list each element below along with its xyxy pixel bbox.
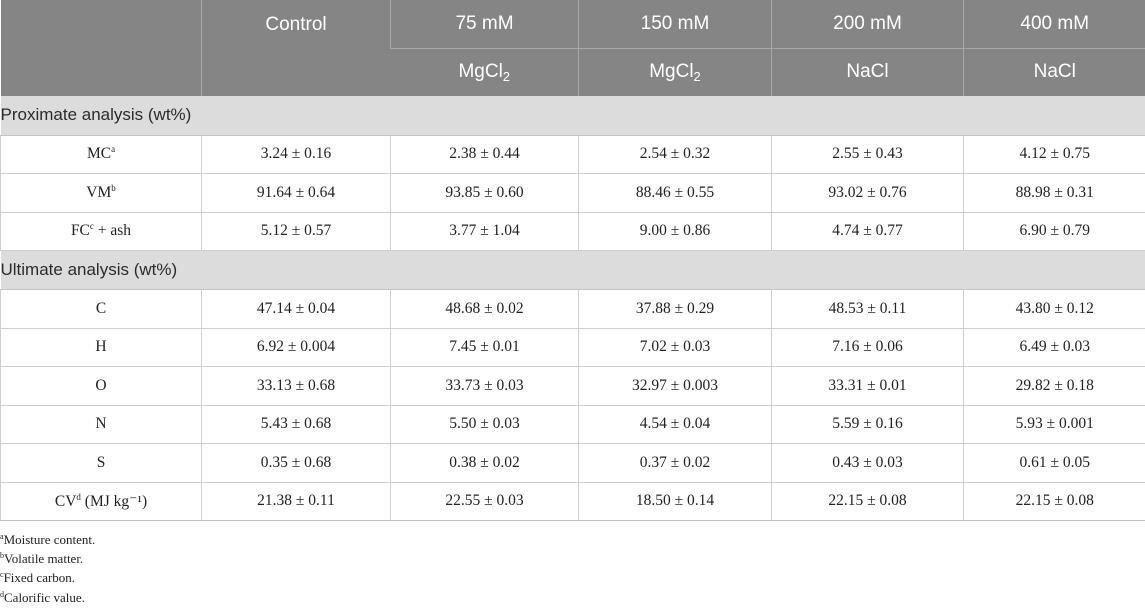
cell-value: 7.45 ± 0.01	[391, 328, 579, 367]
salt-label: MgCl	[458, 61, 503, 83]
salt-subscript: 2	[502, 69, 511, 85]
table-row	[1, 212, 1145, 251]
table-row	[1, 135, 1145, 174]
footnote: $^a$Moisture content.	[0, 532, 96, 547]
cell-value: 3.77 ± 1.04	[391, 212, 579, 251]
header-400mm	[964, 0, 1145, 48]
header-400mm-label: 400 mM	[1020, 12, 1090, 34]
table-row	[1, 290, 1145, 329]
cell-value: 32.97 ± 0.003	[579, 367, 772, 406]
cell-value: 4.74 ± 0.77	[772, 212, 964, 251]
cell-value: 33.31 ± 0.01	[772, 367, 964, 406]
cell-value: 48.53 ± 0.11	[772, 290, 964, 329]
cell-value: 5.43 ± 0.68	[202, 405, 391, 444]
row-label: $VM^b$	[1, 174, 202, 213]
cell-value: 0.37 ± 0.02	[579, 444, 772, 483]
cell-value: 22.15 ± 0.08	[772, 482, 964, 521]
cell-value: 5.12 ± 0.57	[202, 212, 391, 251]
cell-value: 7.16 ± 0.06	[772, 328, 964, 367]
footnote: $^c$Fixed carbon.	[0, 570, 76, 586]
row-label: $MC^a$	[1, 135, 202, 174]
cell-value: 9.00 ± 0.86	[579, 212, 772, 251]
cell-value: 2.38 ± 0.44	[391, 135, 579, 174]
cell-value: 18.50 ± 0.14	[579, 482, 772, 521]
row-label: $FC^c$ + ash	[1, 212, 202, 251]
cell-value: 6.49 ± 0.03	[964, 328, 1145, 367]
row-label: $CV^d$ (MJ kg⁻¹)	[1, 482, 202, 521]
header-75mm	[391, 0, 579, 48]
header-200mm-salt	[772, 48, 964, 96]
row-label: N	[1, 405, 202, 444]
header-row-1	[1, 0, 1145, 48]
header-75mm-salt	[391, 48, 579, 96]
header-control	[202, 0, 391, 96]
cell-value: 2.55 ± 0.43	[772, 135, 964, 174]
header-200mm	[772, 0, 964, 48]
cell-value: 3.24 ± 0.16	[202, 135, 391, 174]
salt-label: NaCl	[846, 61, 889, 83]
cell-value: 5.59 ± 0.16	[772, 405, 964, 444]
cell-value: 4.12 ± 0.75	[964, 135, 1145, 174]
cell-value: 37.88 ± 0.29	[579, 290, 772, 329]
row-label: H	[1, 328, 202, 367]
table-row	[1, 328, 1145, 367]
row-label: S	[1, 444, 202, 483]
table-row	[1, 444, 1145, 483]
cell-value: 33.73 ± 0.03	[391, 367, 579, 406]
row-label: C	[1, 290, 202, 329]
section-title: Ultimate analysis (wt%)	[1, 251, 1145, 290]
header-corner-cell	[1, 0, 202, 96]
cell-value: 7.02 ± 0.03	[579, 328, 772, 367]
header-150mm	[579, 0, 772, 48]
table-row	[1, 482, 1145, 521]
cell-value: 47.14 ± 0.04	[202, 290, 391, 329]
cell-value: 21.38 ± 0.11	[202, 482, 391, 521]
cell-value: 93.02 ± 0.76	[772, 174, 964, 213]
cell-value: 88.46 ± 0.55	[579, 174, 772, 213]
cell-value: 22.55 ± 0.03	[391, 482, 579, 521]
section-proximate	[1, 96, 1145, 135]
cell-value: 4.54 ± 0.04	[579, 405, 772, 444]
header-150mm-salt	[579, 48, 772, 96]
header-200mm-label: 200 mM	[833, 12, 902, 34]
cell-value: 22.15 ± 0.08	[964, 482, 1145, 521]
cell-value: 6.92 ± 0.004	[202, 328, 391, 367]
cell-value: 43.80 ± 0.12	[964, 290, 1145, 329]
cell-value: 91.64 ± 0.64	[202, 174, 391, 213]
header-75mm-label: 75 mM	[455, 12, 514, 34]
cell-value: 93.85 ± 0.60	[391, 174, 579, 213]
table-footnotes	[0, 530, 95, 607]
cell-value: 0.35 ± 0.68	[202, 444, 391, 483]
section-ultimate	[1, 251, 1145, 290]
salt-label: MgCl	[649, 61, 694, 83]
footnote: $^b$Volatile matter.	[0, 551, 84, 567]
header-control-label: Control	[265, 14, 327, 35]
cell-value: 0.43 ± 0.03	[772, 444, 964, 483]
header-150mm-label: 150 mM	[640, 12, 710, 34]
footnote: $^d$Calorific value.	[0, 589, 85, 605]
table-row	[1, 367, 1145, 406]
cell-value: 48.68 ± 0.02	[391, 290, 579, 329]
cell-value: 6.90 ± 0.79	[964, 212, 1145, 251]
header-400mm-salt	[964, 48, 1145, 96]
cell-value: 5.50 ± 0.03	[391, 405, 579, 444]
cell-value: 33.13 ± 0.68	[202, 367, 391, 406]
cell-value: 0.61 ± 0.05	[964, 444, 1145, 483]
row-label: O	[1, 367, 202, 406]
cell-value: 2.54 ± 0.32	[579, 135, 772, 174]
salt-subscript: 2	[693, 69, 701, 85]
cell-value: 29.82 ± 0.18	[964, 367, 1145, 406]
cell-value: 5.93 ± 0.001	[964, 405, 1145, 444]
cell-value: 88.98 ± 0.31	[964, 174, 1145, 213]
salt-label: NaCl	[1033, 61, 1076, 83]
table-row	[1, 405, 1145, 444]
table-row	[1, 174, 1145, 213]
cell-value: 0.38 ± 0.02	[391, 444, 579, 483]
section-title: Proximate analysis (wt%)	[1, 96, 1145, 135]
